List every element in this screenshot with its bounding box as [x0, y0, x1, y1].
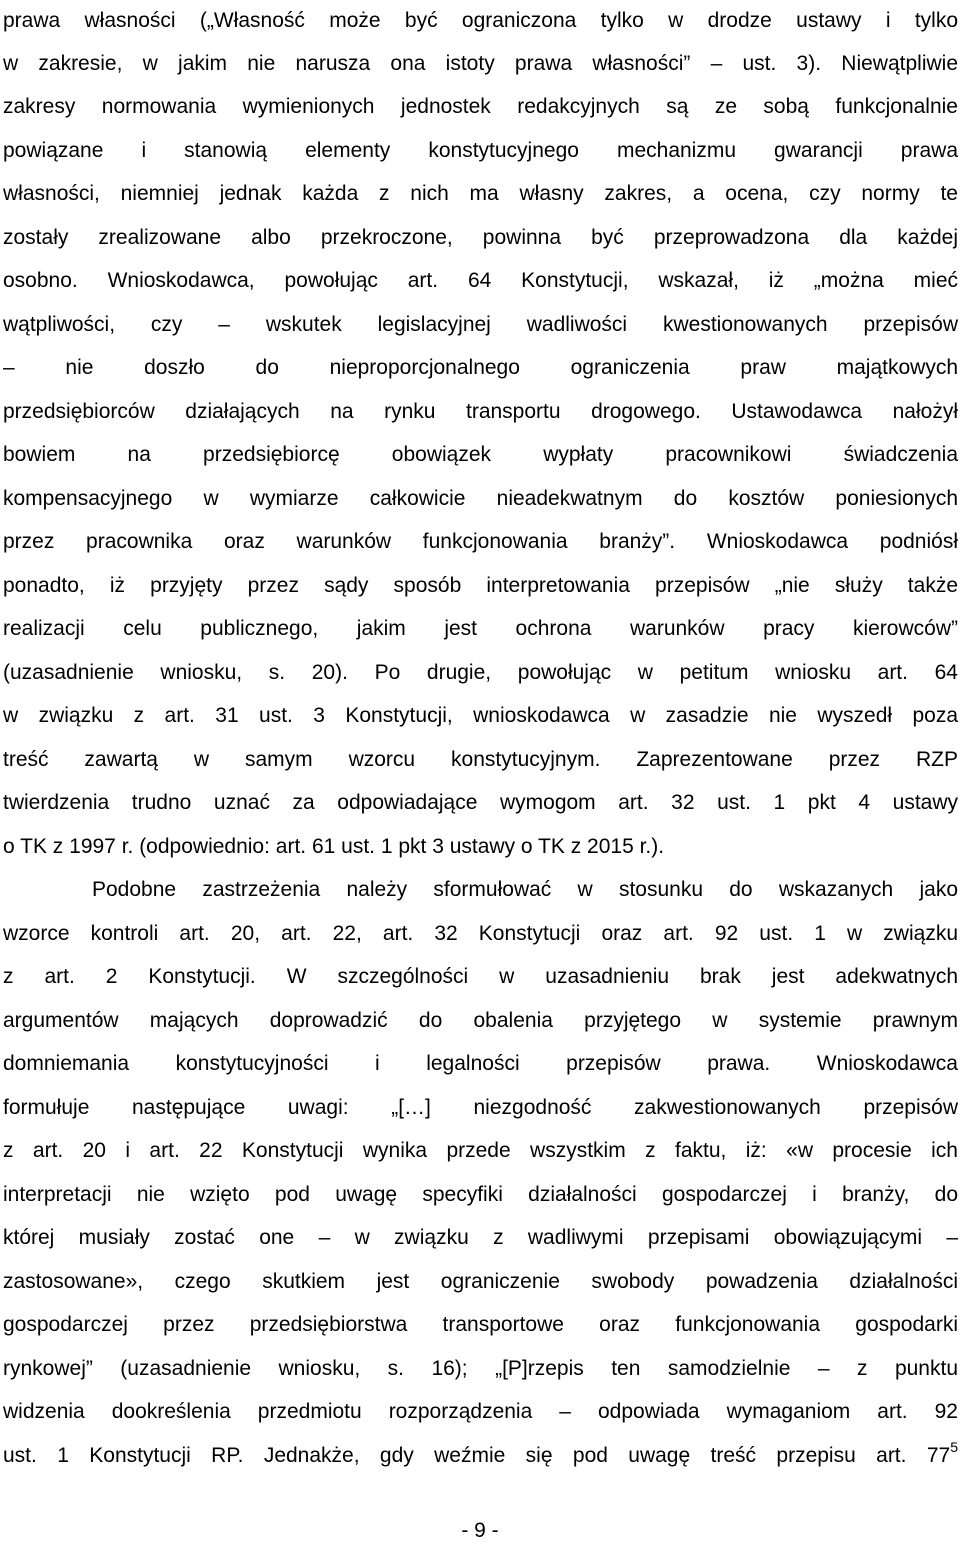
page-number: - 9 -	[461, 1519, 499, 1542]
text-line: własności, niemniej jednak każda z nich ma własny zakres, a ocena, czy normy te	[3, 182, 958, 205]
text-line: – nie doszło do nieproporcjonalnego ograniczenia praw majątkowych	[3, 356, 958, 379]
text-line: w związku z art. 31 ust. 3 Konstytucji, wnioskodawca w zasadzie nie wyszedł poza	[3, 704, 958, 727]
text-line: interpretacji nie wzięto pod uwagę specyfiki działalności gospodarczej i branży, do	[3, 1183, 958, 1206]
text-line-with-footnote	[3, 1439, 958, 1469]
text-line: widzenia dookreślenia przedmiotu rozporządzenia – odpowiada wymaganiom art. 92	[3, 1400, 958, 1423]
text-line: bowiem na przedsiębiorcę obowiązek wypłaty pracownikowi świadczenia	[3, 443, 958, 466]
text-line: zakresy normowania wymienionych jednostek redakcyjnych są ze sobą funkcjonalnie	[3, 95, 958, 118]
text-line: z art. 20 i art. 22 Konstytucji wynika przede wszystkim z faktu, iż: «w procesie ich	[3, 1139, 958, 1162]
text-line: wzorce kontroli art. 20, art. 22, art. 32 Konstytucji oraz art. 92 ust. 1 w związku	[3, 922, 958, 945]
text-line: przez pracownika oraz warunków funkcjonowania branży”. Wnioskodawca podniósł	[3, 530, 958, 553]
text-line: z art. 2 Konstytucji. W szczególności w uzasadnieniu brak jest adekwatnych	[3, 965, 958, 988]
text-line: powiązane i stanowią elementy konstytucyjnego mechanizmu gwarancji prawa	[3, 139, 958, 162]
text-line: argumentów mających doprowadzić do obalenia przyjętego w systemie prawnym	[3, 1009, 958, 1032]
text-line: twierdzenia trudno uznać za odpowiadające wymogom art. 32 ust. 1 pkt 4 ustawy	[3, 791, 958, 814]
text-line: (uzasadnienie wniosku, s. 20). Po drugie, powołując w petitum wniosku art. 64	[3, 661, 958, 684]
text-line: o TK z 1997 r. (odpowiednio: art. 61 ust. 1 pkt 3 ustawy o TK z 2015 r.).	[3, 835, 665, 858]
text-line: domniemania konstytucyjności i legalności przepisów prawa. Wnioskodawca	[3, 1052, 958, 1075]
text-line: treść zawartą w samym wzorcu konstytucyjnym. Zaprezentowane przez RZP	[3, 748, 958, 771]
text-line: zostały zrealizowane albo przekroczone, powinna być przeprowadzona dla każdej	[3, 226, 958, 249]
paragraph-first-line: Podobne zastrzeżenia należy sformułować w stosunku do wskazanych jako	[92, 878, 958, 901]
text-line-content: ust. 1 Konstytucji RP. Jednakże, gdy weźmie się pod uwagę treść przepisu art. 77	[3, 1444, 951, 1467]
text-line: formułuje następujące uwagi: „[…] niezgodność zakwestionowanych przepisów	[3, 1096, 958, 1119]
text-line: przedsiębiorców działających na rynku transportu drogowego. Ustawodawca nałożył	[3, 400, 958, 423]
text-line: rynkowej” (uzasadnienie wniosku, s. 16); „[P]rzepis ten samodzielnie – z punktu	[3, 1357, 958, 1380]
text-line: prawa własności („Własność może być ograniczona tylko w drodze ustawy i tylko	[3, 9, 958, 32]
footnote-reference[interactable]: 5	[950, 1439, 958, 1455]
text-line: zastosowane», czego skutkiem jest ograniczenie swobody powadzenia działalności	[3, 1270, 958, 1293]
text-line: gospodarczej przez przedsiębiorstwa transportowe oraz funkcjonowania gospodarki	[3, 1313, 958, 1336]
text-line: której musiały zostać one – w związku z wadliwymi przepisami obowiązującymi –	[3, 1226, 958, 1249]
text-line: osobno. Wnioskodawca, powołując art. 64 Konstytucji, wskazał, iż „można mieć	[3, 269, 958, 292]
text-line: ponadto, iż przyjęty przez sądy sposób interpretowania przepisów „nie służy także	[3, 574, 958, 597]
text-line: realizacji celu publicznego, jakim jest ochrona warunków pracy kierowców”	[3, 617, 958, 640]
text-line: kompensacyjnego w wymiarze całkowicie nieadekwatnym do kosztów poniesionych	[3, 487, 958, 510]
text-line: wątpliwości, czy – wskutek legislacyjnej wadliwości kwestionowanych przepisów	[3, 313, 958, 336]
text-line: w zakresie, w jakim nie narusza ona istoty prawa własności” – ust. 3). Niewątpliwie	[3, 52, 958, 75]
